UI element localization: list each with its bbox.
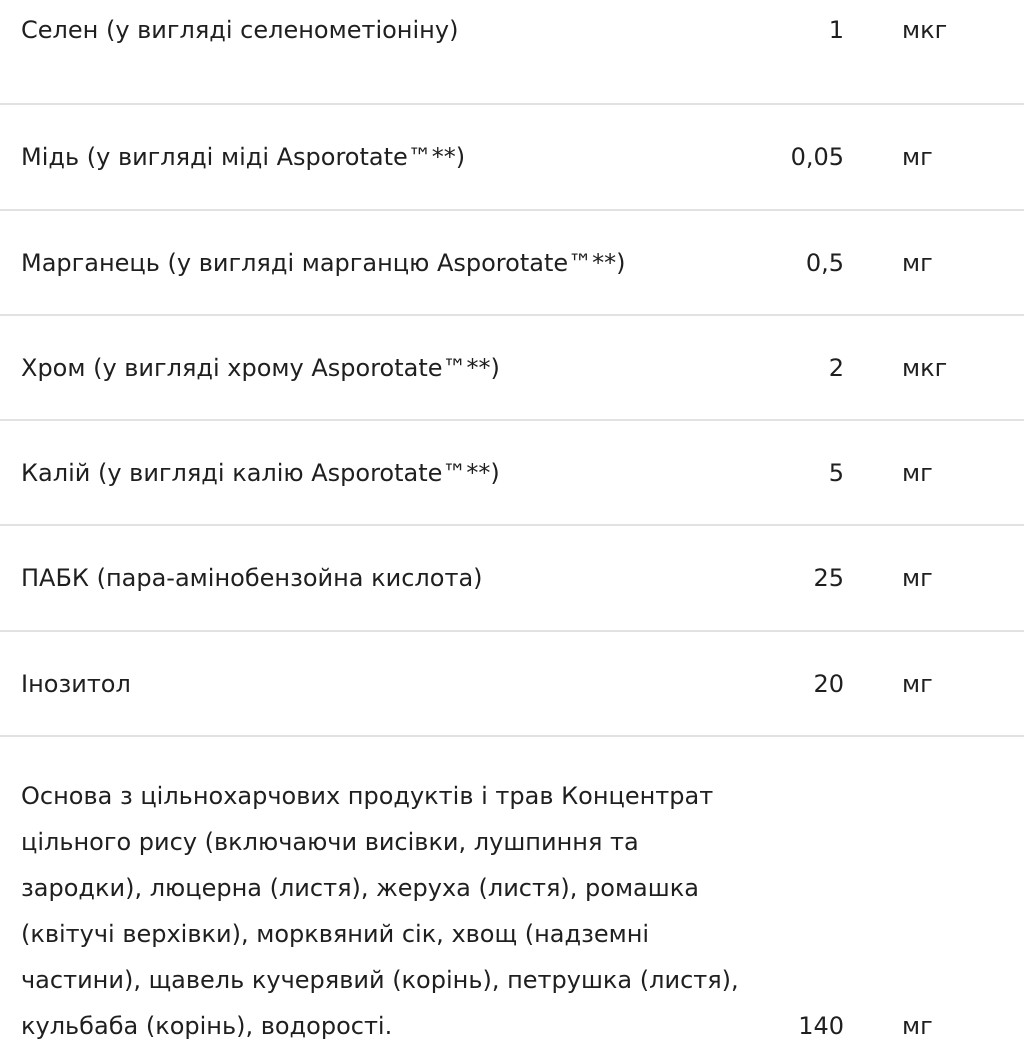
ingredient-unit: мг — [902, 564, 933, 593]
ingredient-name: ПАБК (пара-амінобензойна кислота) — [21, 564, 483, 593]
table-row — [0, 737, 1024, 1057]
ingredient-name: Основа з цільнохарчових продуктів і трав Концентрат цільного рису (включаючи висівки, лушпиння та зародки), люцерна (листя), жеруха (листя), ромашка (квітучі верхівки), морквяний сік, хвощ (надземні частини), щавель кучерявий (корінь), петрушка (листя), кульбаба (корінь), водорості. — [21, 782, 739, 1041]
table-row — [0, 316, 1024, 421]
ingredient-name: Мідь (у вигляді міді Asporotate™**) — [21, 143, 466, 172]
table-row — [0, 0, 1024, 105]
ingredient-amount: 0,05 — [790, 143, 844, 172]
ingredient-amount: 25 — [813, 564, 844, 593]
ingredient-name: Хром (у вигляді хрому Asporotate™**) — [21, 353, 500, 382]
ingredient-unit: мг — [902, 248, 933, 277]
ingredient-amount: 2 — [828, 353, 844, 382]
ingredient-amount: 1 — [828, 16, 844, 44]
ingredient-unit: мг — [902, 459, 933, 488]
table-row — [0, 526, 1024, 631]
ingredient-amount: 5 — [828, 459, 844, 488]
ingredient-unit: мкг — [902, 16, 948, 44]
table-row — [0, 211, 1024, 316]
table-row — [0, 105, 1024, 210]
ingredient-name: Інозитол — [21, 669, 131, 698]
ingredient-name: Калій (у вигляді калію Asporotate™**) — [21, 459, 500, 488]
ingredient-unit: мкг — [902, 353, 948, 382]
ingredient-amount: 0,5 — [805, 248, 844, 277]
ingredient-amount: 140 — [798, 1012, 844, 1041]
ingredient-amount: 20 — [813, 669, 844, 698]
ingredient-name: Селен (у вигляді селенометіоніну) — [21, 16, 459, 44]
ingredient-unit: мг — [902, 669, 933, 698]
ingredient-unit: мг — [902, 143, 933, 172]
table-row — [0, 421, 1024, 526]
table-row — [0, 632, 1024, 737]
ingredient-unit: мг — [902, 1012, 933, 1041]
ingredient-name: Марганець (у вигляді марганцю Asporotate™**) — [21, 248, 626, 277]
